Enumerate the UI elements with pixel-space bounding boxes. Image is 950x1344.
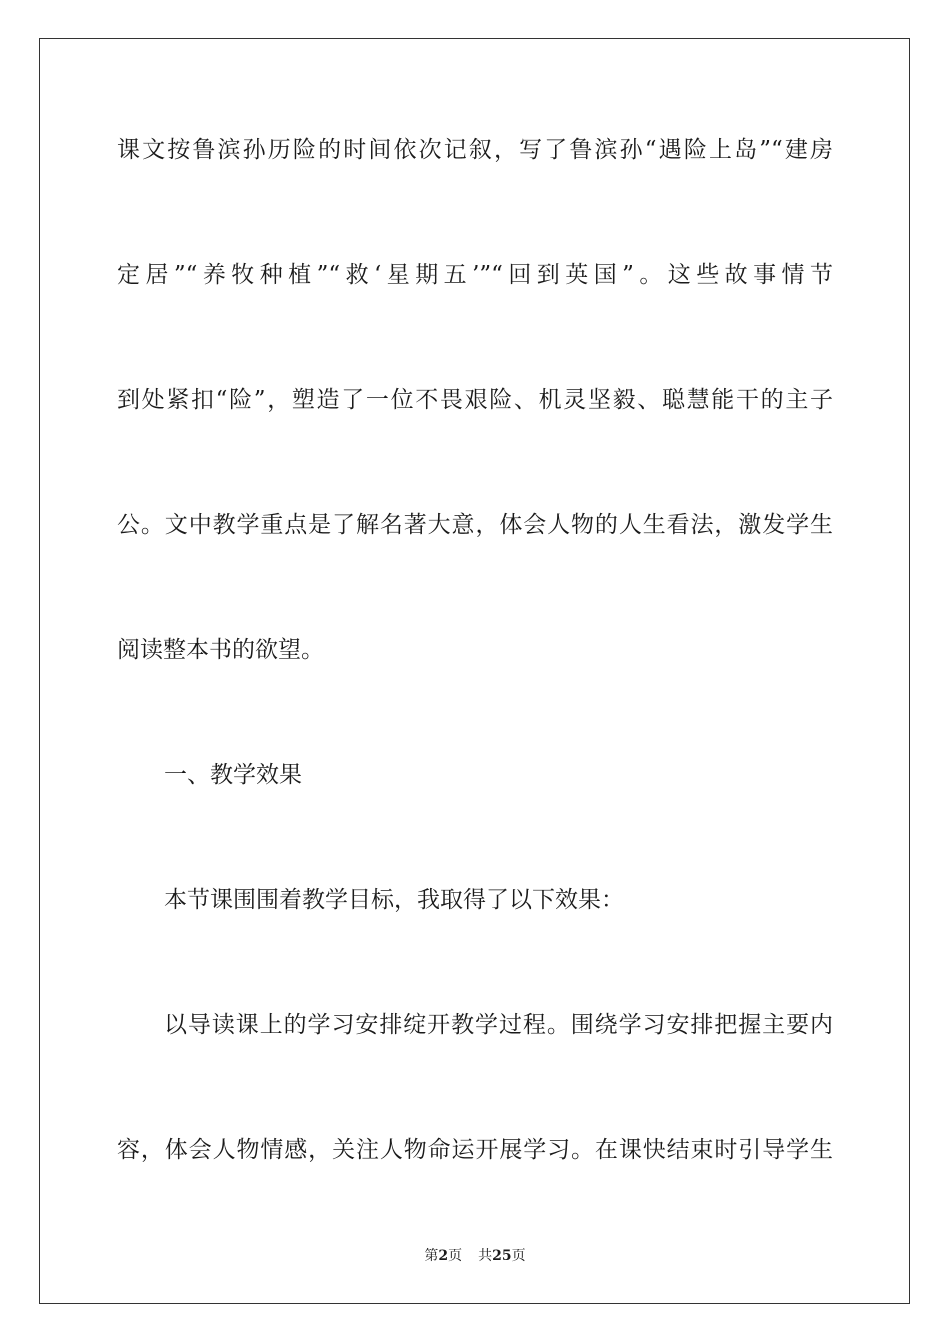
section-heading: 一、教学效果 <box>164 762 302 788</box>
body-line-7: 本节课围围着教学目标，我取得了以下效果： <box>164 887 624 913</box>
body-line-2: 定居”“养牧种植”“救‘星期五’”“回到英国”。这些故事情节 <box>117 262 833 288</box>
body-line-3: 到处紧扣“险”，塑造了一位不畏艰险、机灵坚毅、聪慧能干的主子 <box>117 387 833 413</box>
page-footer <box>0 1246 950 1266</box>
body-line-1: 课文按鲁滨孙历险的时间依次记叙，写了鲁滨孙“遇险上岛”“建房 <box>117 137 833 163</box>
body-line-5: 阅读整本书的欲望。 <box>117 637 324 663</box>
footer-page-prefix: 第 <box>424 1248 439 1264</box>
footer-total-pages: 25 <box>492 1248 512 1264</box>
body-line-8: 以导读课上的学习安排绽开教学过程。围绕学习安排把握主要内 <box>164 1012 833 1038</box>
footer-total-prefix: 共 <box>478 1248 493 1264</box>
body-line-9: 容，体会人物情感，关注人物命运开展学习。在课快结束时引导学生 <box>117 1137 833 1163</box>
body-line-4: 公。文中教学重点是了解名著大意，体会人物的人生看法，激发学生 <box>117 512 833 538</box>
footer-total-suffix: 页 <box>511 1248 526 1264</box>
footer-page-suffix: 页 <box>448 1248 463 1264</box>
page-frame <box>39 38 910 1304</box>
footer-page-number: 2 <box>438 1248 449 1264</box>
